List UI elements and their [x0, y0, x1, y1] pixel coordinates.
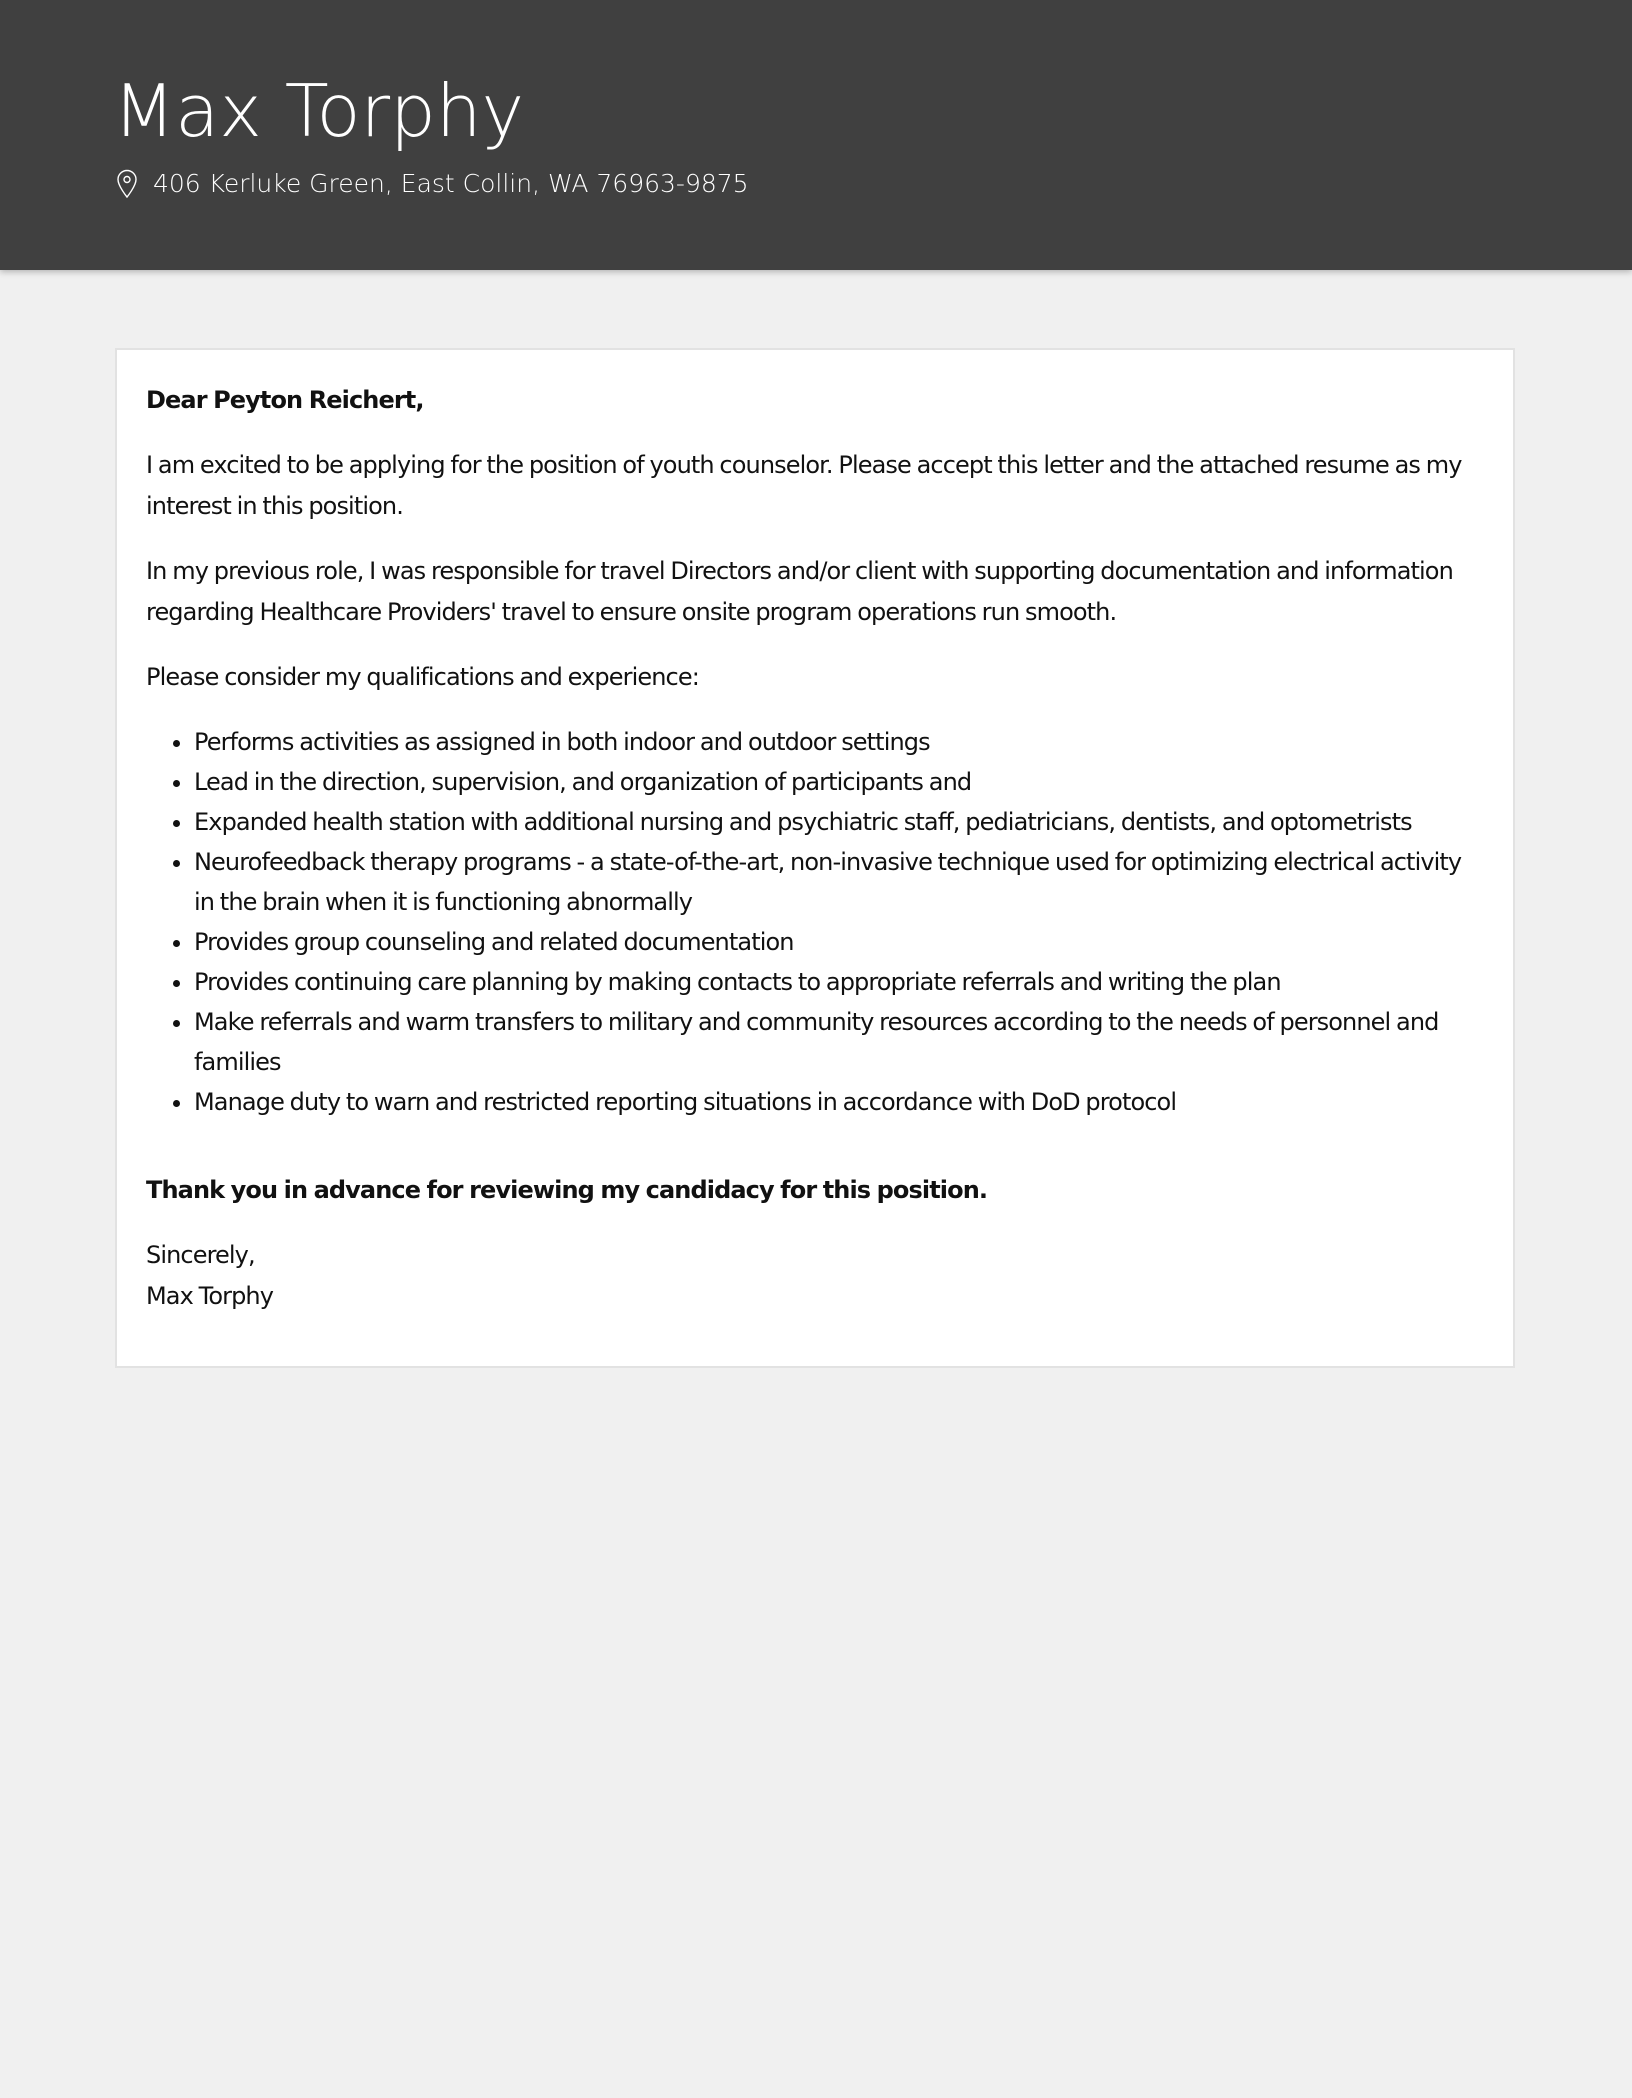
list-item: • Neurofeedback therapy programs - a state-of-the-art, non-invasive technique used for optimizing electrical activity in the brain when it is functioning abnormally	[194, 842, 1486, 922]
letter-body	[146, 380, 1486, 1317]
map-pin-icon	[115, 169, 139, 199]
applicant-name: Max Torphy	[113, 69, 525, 153]
address-text: 406 Kerluke Green, East Collin, WA 76963-9875	[153, 169, 749, 198]
list-item: • Provides continuing care planning by making contacts to appropriate referrals and writing the plan	[194, 962, 1486, 1002]
list-item: • Make referrals and warm transfers to military and community resources according to the needs of personnel and families	[194, 1002, 1486, 1082]
list-item: • Manage duty to warn and restricted reporting situations in accordance with DoD protocol	[194, 1082, 1486, 1122]
list-item: • Expanded health station with additional nursing and psychiatric staff, pediatricians, dentists, and optometrists	[194, 802, 1486, 842]
signature-name: Max Torphy	[146, 1282, 274, 1310]
closing-thanks: Thank you in advance for reviewing my candidacy for this position.	[146, 1176, 988, 1204]
page-header	[0, 0, 1632, 270]
sign-off: Sincerely,	[146, 1241, 255, 1269]
greeting: Dear Peyton Reichert,	[146, 386, 424, 414]
address-row	[115, 164, 749, 204]
signature-block	[146, 1235, 1486, 1317]
list-item: • Performs activities as assigned in both indoor and outdoor settings	[194, 722, 1486, 762]
intro-paragraph: I am excited to be applying for the position of youth counselor. Please accept this letter and the attached resume as my interest in this position.	[146, 451, 1462, 520]
qualifications-list	[146, 722, 1486, 1122]
list-item: • Provides group counseling and related documentation	[194, 922, 1486, 962]
cover-letter-card	[115, 348, 1515, 1368]
qualifications-intro: Please consider my qualifications and experience:	[146, 663, 699, 691]
list-item: • Lead in the direction, supervision, and organization of participants and	[194, 762, 1486, 802]
experience-paragraph: In my previous role, I was responsible for travel Directors and/or client with supporting documentation and information regarding Healthcare Providers' travel to ensure onsite program operations run smooth.	[146, 557, 1453, 626]
